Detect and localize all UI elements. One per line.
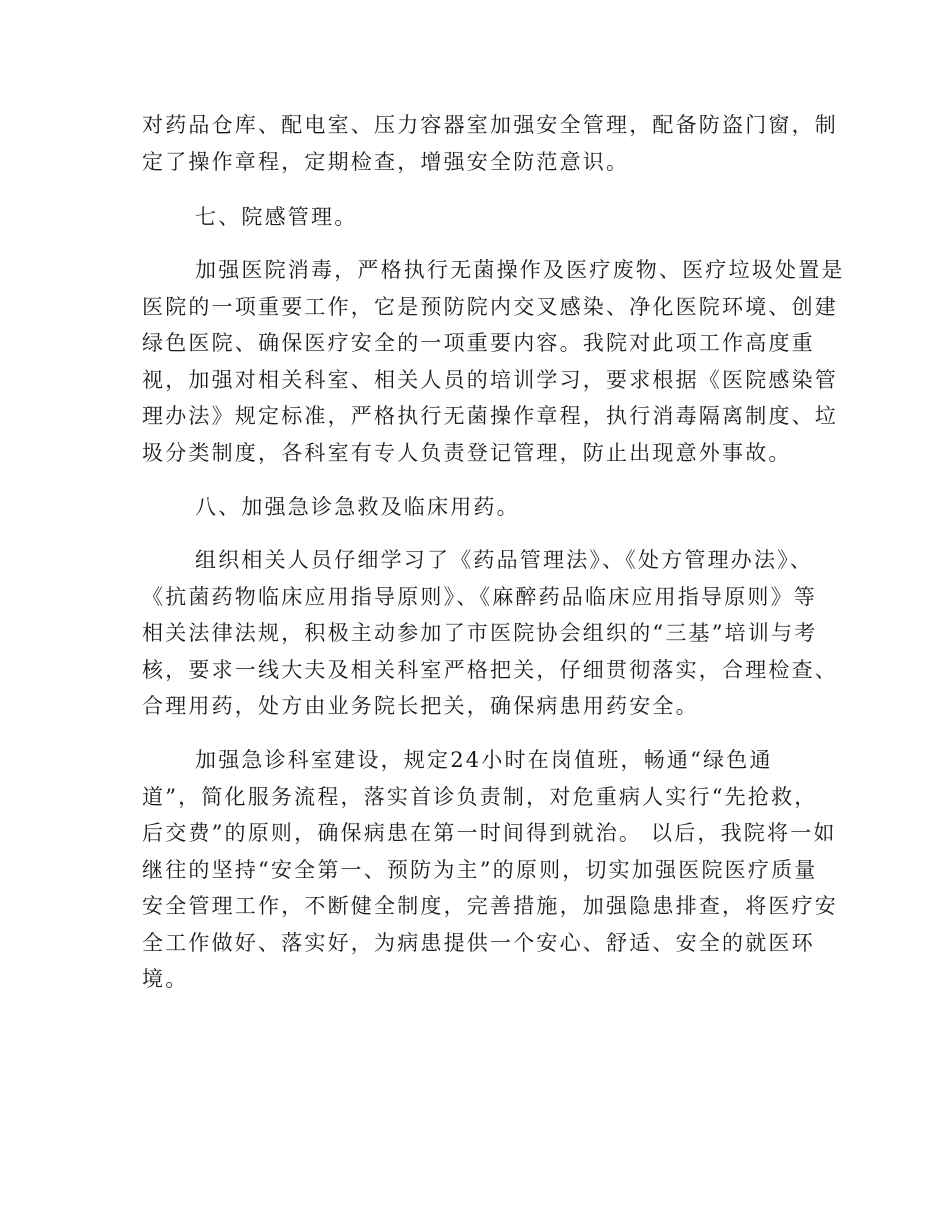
- text-line: 全工作做好、落实好，为病患提供一个安心、舒适、安全的就医环: [142, 931, 815, 955]
- text-line: 境。: [142, 967, 189, 991]
- text-line: 定了操作章程，定期检查，增强安全防范意识。: [142, 150, 630, 174]
- text-line: 加强医院消毒，严格执行无菌操作及医疗废物、医疗垃圾处置是: [195, 258, 845, 282]
- text-line: 圾分类制度，各科室有专人负责登记管理，防止出现意外事故。: [142, 441, 792, 465]
- text-line: 合理用药，处方由业务院长把关，确保病患用药安全。: [142, 694, 699, 718]
- text-line: 《抗菌药物临床应用指导原则》、《麻醉药品临床应用指导原则》等: [142, 585, 817, 609]
- text-line: 继往的坚持“安全第一、预防为主”的原则，切实加强医院医疗质量: [142, 858, 818, 882]
- text-line: 医院的一项重要工作，它是预防院内交叉感染、净化医院环境、创建: [142, 295, 838, 319]
- text-line: 相关法律法规，积极主动参加了市医院协会组织的“三基”培训与考: [142, 621, 818, 645]
- section-heading-7: 七、院感管理。: [195, 205, 358, 229]
- text-line: 安全管理工作，不断健全制度，完善措施，加强隐患排查，将医疗安: [142, 894, 838, 918]
- text-line: 核，要求一线大夫及相关科室严格把关，仔细贯彻落实，合理检查、: [142, 658, 838, 682]
- text-line: 视，加强对相关科室、相关人员的培训学习，要求根据《医院感染管: [142, 368, 838, 392]
- text-line: 道”，简化服务流程，落实首诊负责制，对危重病人实行“先抢救，: [142, 785, 818, 809]
- section-heading-8: 八、加强急诊急救及临床用药。: [195, 495, 520, 519]
- text-line: 对药品仓库、配电室、压力容器室加强安全管理，配备防盗门窗，制: [142, 113, 838, 137]
- text-line: 绿色医院、确保医疗安全的一项重要内容。我院对此项工作高度重: [142, 331, 815, 355]
- text-line: 组织相关人员仔细学习了《药品管理法》、《处方管理办法》、: [195, 548, 814, 572]
- text-line: 理办法》规定标准，严格执行无菌操作章程，执行消毒隔离制度、垃: [142, 404, 838, 428]
- text-line: 加强急诊科室建设，规定24小时在岗值班，畅通“绿色通: [195, 748, 773, 772]
- text-line: 后交费”的原则，确保病患在第一时间得到就治。 以后，我院将一如: [142, 821, 837, 845]
